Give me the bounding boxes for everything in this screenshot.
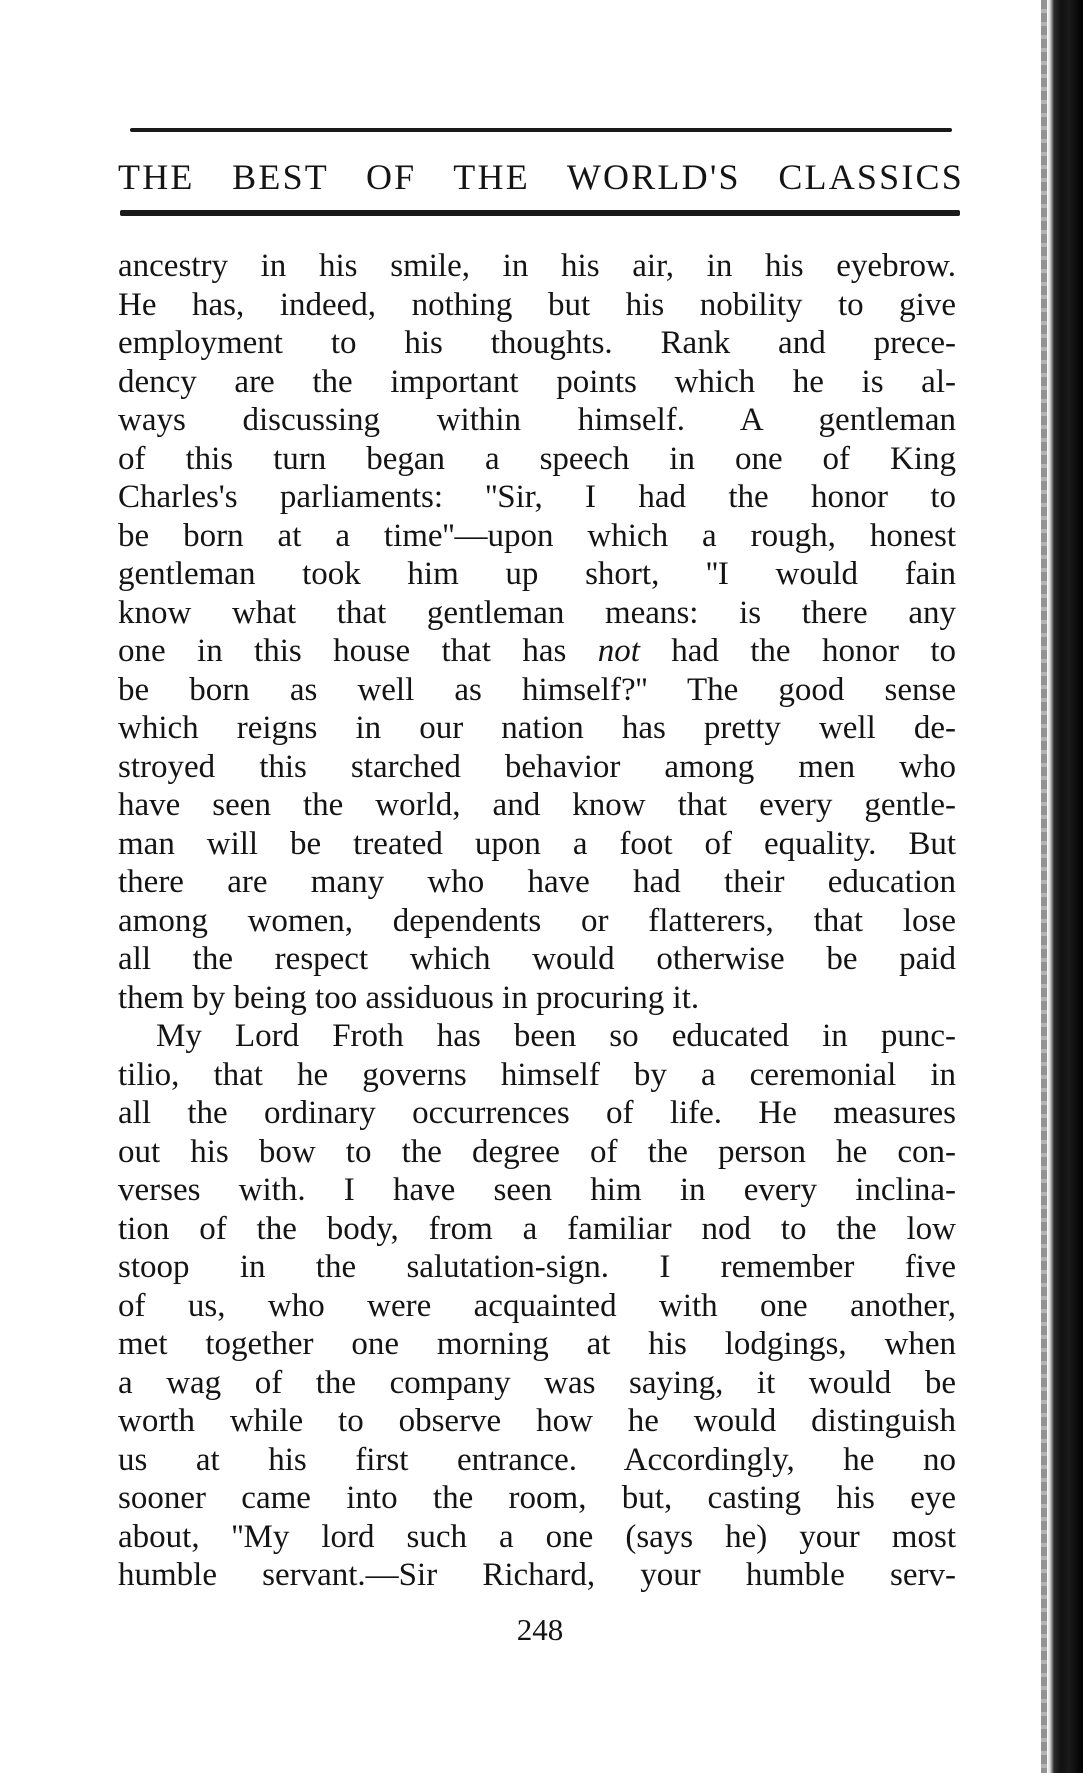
text-line: be born as well as himself?'' The good sense xyxy=(118,671,956,708)
text-line: Charles's parliaments: ''Sir, I had the honor to xyxy=(118,479,956,515)
text-line: met together one morning at his lodgings, when xyxy=(118,1326,956,1362)
text-line: out his bow to the degree of the person he con- xyxy=(118,1133,956,1170)
text-line: a wag of the company was saying, it would be xyxy=(118,1364,956,1401)
text-line: stoop in the salutation-sign. I remember five xyxy=(118,1249,956,1285)
text-line: of us, who were acquainted with one another, xyxy=(118,1287,956,1324)
text-line: one in this house that has not had the honor to xyxy=(118,633,956,669)
text-line: have seen the world, and know that every gentle- xyxy=(118,787,956,823)
text-line: worth while to observe how he would distinguish xyxy=(118,1403,956,1439)
text-line: know what that gentleman means: is there any xyxy=(118,594,956,631)
text-line: humble servant.—Sir Richard, your humble serv- xyxy=(118,1557,956,1593)
text-line: ancestry in his smile, in his air, in his eyebrow. xyxy=(118,248,956,284)
text-line: gentleman took him up short, ''I would fain xyxy=(118,556,956,592)
text-line: sooner came into the room, but, casting his eye xyxy=(118,1480,956,1516)
body-text xyxy=(118,247,956,1595)
text-line: He has, indeed, nothing but his nobility to give xyxy=(118,286,956,323)
page-number: 248 xyxy=(516,1612,564,1647)
emphasized-word: not xyxy=(597,633,640,669)
text-line: ways discussing within himself. A gentleman xyxy=(118,402,956,438)
text-line: verses with. I have seen him in every inclina- xyxy=(118,1172,956,1208)
text-line: of this turn began a speech in one of King xyxy=(118,440,956,477)
text-line: all the respect which would otherwise be paid xyxy=(118,941,956,977)
text-line: tion of the body, from a familiar nod to the low xyxy=(118,1210,956,1247)
header-top-rule xyxy=(130,128,952,132)
book-spine-edge xyxy=(1047,0,1083,1773)
text-line: dency are the important points which he is al- xyxy=(118,363,956,400)
header-bottom-rule xyxy=(120,210,960,216)
text-line: among women, dependents or flatterers, that lose xyxy=(118,902,956,939)
text-line: My Lord Froth has been so educated in punc- xyxy=(156,1018,956,1054)
text-line: tilio, that he governs himself by a ceremonial in xyxy=(118,1056,956,1093)
text-line: all the ordinary occurrences of life. He measures xyxy=(118,1095,956,1131)
text-line: employment to his thoughts. Rank and prece- xyxy=(118,325,956,361)
text-line: about, ''My lord such a one (says he) your most xyxy=(118,1518,956,1555)
text-line: us at his first entrance. Accordingly, he no xyxy=(118,1441,956,1478)
text-line: which reigns in our nation has pretty well de- xyxy=(118,710,956,746)
running-title: THE BEST OF THE WORLD'S CLASSICS xyxy=(118,157,964,197)
text-line: stroyed this starched behavior among men who xyxy=(118,748,956,785)
text-line: them by being too assiduous in procuring it. xyxy=(118,979,700,1016)
text-line: be born at a time''—upon which a rough, honest xyxy=(118,517,956,554)
text-line: man will be treated upon a foot of equality. But xyxy=(118,825,956,862)
text-line: there are many who have had their education xyxy=(118,864,956,900)
